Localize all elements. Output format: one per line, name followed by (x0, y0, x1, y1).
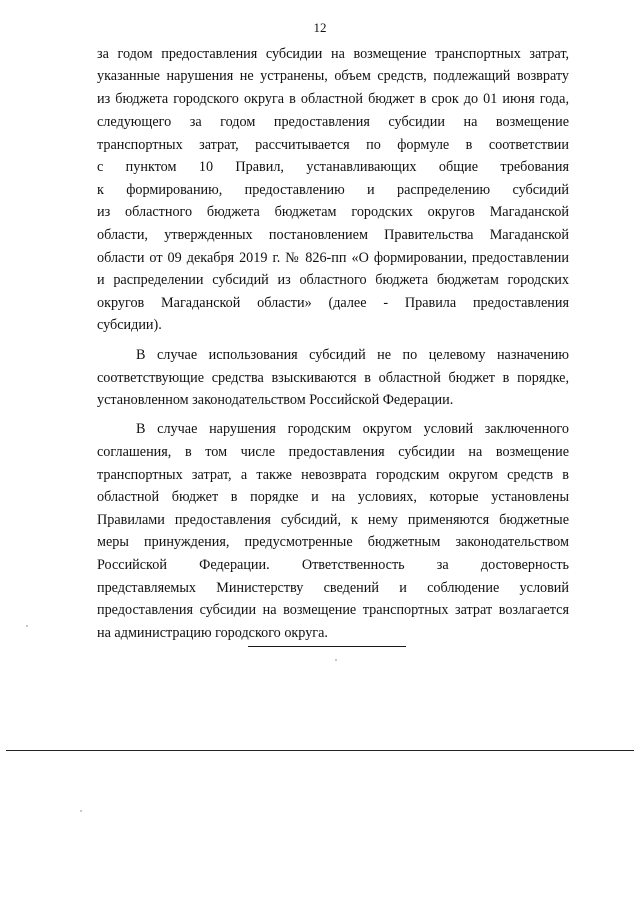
text-line: за годом предоставления субсидии на возмещение транспортных затрат, (97, 46, 569, 62)
text-line: из областного бюджета бюджетам городских округов Магаданской (97, 204, 569, 220)
text-line: из бюджета городского округа в областной бюджет в срок до 01 июня года, (97, 91, 569, 107)
text-line: меры принуждения, предусмотренные бюджетным законодательством (97, 534, 569, 550)
text-line: субсидии). (97, 317, 162, 333)
text-line: представляемых Министерству сведений и соблюдение условий (97, 580, 569, 596)
text-line: указанные нарушения не устранены, объем средств, подлежащий возврату (97, 68, 569, 84)
text-line: области от 09 декабря 2019 г. № 826-пп «О формировании, предоставлении (97, 250, 569, 266)
text-line: соглашения, в том числе предоставления субсидии на возмещение (97, 444, 569, 460)
text-line: транспортных затрат, а также невозврата городским округом средств в (97, 467, 569, 483)
scan-speck (26, 625, 28, 627)
text-line: Правилами предоставления субсидий, к нему применяются бюджетные (97, 512, 569, 528)
text-line: следующего за годом предоставления субсидии на возмещение (97, 114, 569, 130)
text-line: округов Магаданской области» (далее - Правила предоставления (97, 295, 569, 311)
separator-line (248, 646, 406, 647)
text-line: к формированию, предоставлению и распределению субсидий (97, 182, 569, 198)
text-line: В случае использования субсидий не по целевому назначению (136, 347, 569, 363)
text-line: и распределении субсидий из областного бюджета бюджетам городских (97, 272, 569, 288)
scan-speck (80, 810, 82, 812)
page-number: 12 (313, 20, 327, 35)
text-line: В случае нарушения городским округом условий заключенного (136, 421, 569, 437)
text-line: Российской Федерации. Ответственность за достоверность (97, 557, 569, 573)
text-line: на администрацию городского округа. (97, 625, 328, 641)
text-line: областной бюджет в порядке и на условиях, которые установлены (97, 489, 569, 505)
text-line: области, утвержденных постановлением Правительства Магаданской (97, 227, 569, 243)
text-line: предоставления субсидии на возмещение транспортных затрат возлагается (97, 602, 569, 618)
text-line: соответствующие средства взыскиваются в областной бюджет в порядке, (97, 370, 569, 386)
text-line: с пунктом 10 Правил, устанавливающих общие требования (97, 159, 569, 175)
text-line: транспортных затрат, рассчитывается по формуле в соответствии (97, 137, 569, 153)
page-divider-line (6, 750, 634, 751)
text-line: установленном законодательством Российской Федерации. (97, 392, 454, 408)
scan-speck (335, 659, 337, 661)
